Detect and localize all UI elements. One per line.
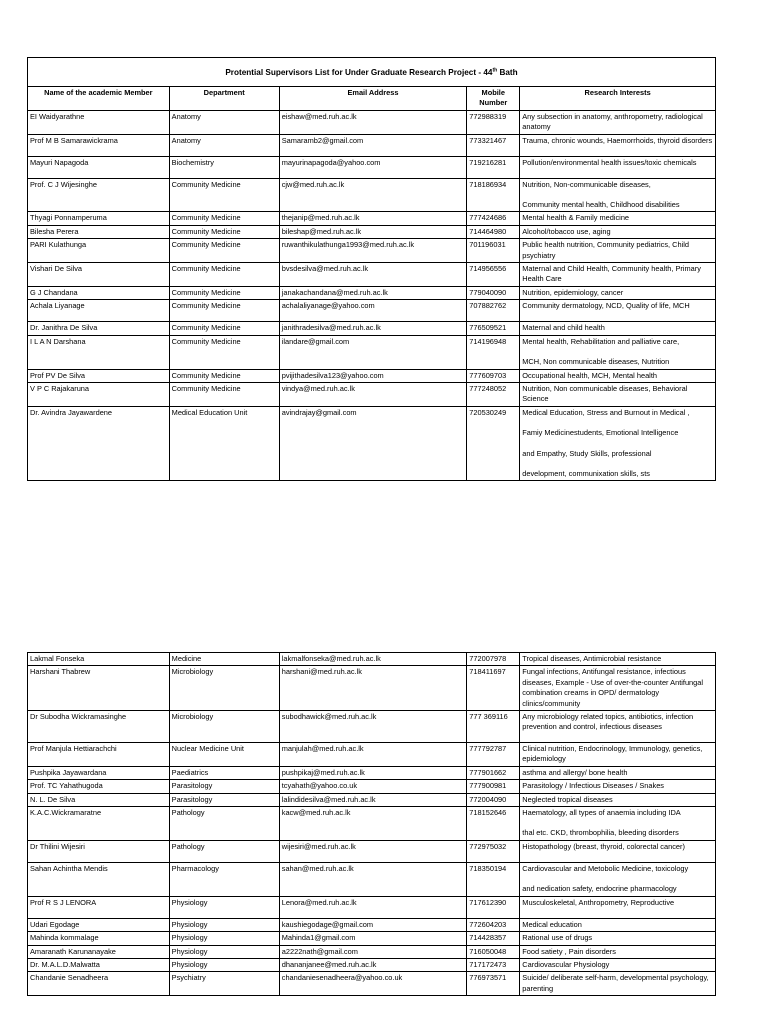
email-address: kaushiegodage@gmail.com [279,918,467,931]
mobile-number: 779040090 [467,286,520,299]
research-interests: Trauma, chronic wounds, Haemorrhoids, thyroid disorders [520,134,716,156]
table-row [28,225,716,238]
table-row [28,932,716,945]
supervisors-table-part-1 [27,57,716,481]
research-interests: Nutrition, epidemiology, cancer [520,286,716,299]
table-row [28,840,716,862]
department: Physiology [169,896,279,918]
research-interests [520,807,716,841]
department: Community Medicine [169,300,279,322]
table-row [28,862,716,896]
research-interests: Alcohol/tobacco use, aging [520,225,716,238]
mobile-number: 718350194 [467,862,520,896]
email-address: subodhawick@med.ruh.ac.lk [279,711,467,743]
table-row [28,300,716,322]
member-name: Dr. M.A.L.D.Malwatta [28,958,170,971]
mobile-number: 777792787 [467,743,520,767]
table-row [28,335,716,369]
member-name: Chandanie Senadheera [28,972,170,996]
research-interests-line: Cardiovascular and Metobolic Medicine, toxicology [522,863,689,873]
mobile-number: 717172473 [467,958,520,971]
mobile-number: 777900981 [467,780,520,793]
email-address: achalaliyanage@yahoo.com [279,300,467,322]
member-name: Prof. C J Wijesinghe [28,178,170,212]
table-row [28,793,716,806]
member-name: Achala Liyanage [28,300,170,322]
email-address: tcyahath@yahoo.co.uk [279,780,467,793]
email-address: eishaw@med.ruh.ac.lk [279,110,467,134]
table-row [28,286,716,299]
table-row [28,239,716,263]
department: Physiology [169,932,279,945]
supervisors-table-part-2 [27,652,716,996]
mobile-number: 772004090 [467,793,520,806]
research-interests [520,406,716,481]
header-department: Department [169,87,279,111]
email-address: mayurinapagoda@yahoo.com [279,156,467,178]
member-name: I L A N Darshana [28,335,170,369]
mobile-number: 772975032 [467,840,520,862]
email-address: a2222nath@gmail.com [279,945,467,958]
department: Microbiology [169,711,279,743]
research-interests: Clinical nutrition, Endocrinology, Immunology, genetics, epidemiology [520,743,716,767]
table-row [28,156,716,178]
research-interests: Pollution/environmental health issues/toxic chemicals [520,156,716,178]
research-interests: Parasitology / Infectious Diseases / Snakes [520,780,716,793]
email-address: avindrajay@gmail.com [279,406,467,481]
research-interests: Public health nutrition, Community pediatrics, Child psychiatry [520,239,716,263]
table-row [28,666,716,711]
table-row [28,972,716,996]
mobile-number: 772988319 [467,110,520,134]
department: Physiology [169,918,279,931]
member-name: Lakmal Fonseka [28,653,170,666]
email-address: bvsdesilva@med.ruh.ac.lk [279,263,467,287]
research-interests-line: Community mental health, Childhood disabilities [522,200,680,210]
department: Nuclear Medicine Unit [169,743,279,767]
research-interests: Community dermatology, NCD, Quality of life, MCH [520,300,716,322]
mobile-number: 720530249 [467,406,520,481]
member-name: Udari Egodage [28,918,170,931]
mobile-number: 776509521 [467,322,520,335]
mobile-number: 772604203 [467,918,520,931]
mobile-number: 777901662 [467,766,520,779]
table-row [28,406,716,481]
member-name: Prof M B Samarawickrama [28,134,170,156]
table-row [28,766,716,779]
table-row [28,134,716,156]
member-name: Mayuri Napagoda [28,156,170,178]
department: Community Medicine [169,335,279,369]
research-interests-line: Famiy Medicinestudents, Emotional Intelligence [522,428,679,438]
research-interests-line: Haematology, all types of anaemia including IDA [522,808,681,818]
department: Physiology [169,958,279,971]
email-address: lakmalfonseka@med.ruh.ac.lk [279,653,467,666]
department: Community Medicine [169,322,279,335]
mobile-number: 777248052 [467,382,520,406]
mobile-number: 714956556 [467,263,520,287]
research-interests-line: Mental health, Rehabilitation and palliative care, [522,336,680,346]
table-row [28,780,716,793]
member-name: Dr Thilini Wijesiri [28,840,170,862]
research-interests: Maternal and child health [520,322,716,335]
email-address: pvijithadesilva123@yahoo.com [279,369,467,382]
table-row [28,918,716,931]
research-interests-line: MCH, Non communicable diseases, Nutrition [522,357,670,367]
member-name: PARI Kulathunga [28,239,170,263]
email-address: Samaramb2@gmail.com [279,134,467,156]
member-name: Bilesha Perera [28,225,170,238]
department: Medical Education Unit [169,406,279,481]
research-interests-line: Nutrition, Non-communicable diseases, [522,179,651,189]
header-mobile: Mobile Number [467,87,520,111]
member-name: Pushpika Jayawardana [28,766,170,779]
table-row [28,212,716,225]
table-row [28,807,716,841]
member-name: Harshani Thabrew [28,666,170,711]
research-interests: Any subsection in anatomy, anthropometry, radiological anatomy [520,110,716,134]
mobile-number: 707882762 [467,300,520,322]
email-address: Mahinda1@gmail.com [279,932,467,945]
mobile-number: 714464980 [467,225,520,238]
department: Parasitology [169,793,279,806]
research-interests: Fungal infections, Antifungal resistance, infectious diseases, Example - Use of over-the-counter Antifungal combination creams in OPD/ dermatology clinics/community [520,666,716,711]
department: Pathology [169,840,279,862]
member-name: Dr Subodha Wickramasinghe [28,711,170,743]
table-row [28,263,716,287]
table-row [28,653,716,666]
research-interests: Mental health & Family medicine [520,212,716,225]
mobile-number: 717612390 [467,896,520,918]
department: Community Medicine [169,178,279,212]
member-name: Thyagi Ponnamperuma [28,212,170,225]
mobile-number: 714196948 [467,335,520,369]
research-interests-line: and Empathy, Study Skills, professional [522,448,652,458]
member-name: G J Chandana [28,286,170,299]
research-interests [520,335,716,369]
research-interests: Medical education [520,918,716,931]
research-interests: Rational use of drugs [520,932,716,945]
department: Parasitology [169,780,279,793]
mobile-number: 777 369116 [467,711,520,743]
member-name: N. L. De Silva [28,793,170,806]
research-interests-line: Medical Education, Stress and Burnout in Medical , [522,407,690,417]
email-address: cjw@med.ruh.ac.lk [279,178,467,212]
department: Community Medicine [169,212,279,225]
research-interests: Food satiety , Pain disorders [520,945,716,958]
department: Community Medicine [169,239,279,263]
research-interests: Tropical diseases, Antimicrobial resistance [520,653,716,666]
member-name: Prof PV De Silva [28,369,170,382]
table-row [28,382,716,406]
header-email: Email Address [279,87,467,111]
research-interests: Suicide/ deliberate self-harm, developmental psychology, parenting [520,972,716,996]
member-name: Mahinda kommalage [28,932,170,945]
member-name: Prof Manjula Hettiarachchi [28,743,170,767]
table-row [28,322,716,335]
mobile-number: 776973571 [467,972,520,996]
research-interests: Maternal and Child Health, Community health, Primary Health Care [520,263,716,287]
member-name: K.A.C.Wickramaratne [28,807,170,841]
table-row [28,178,716,212]
department: Pathology [169,807,279,841]
mobile-number: 773321467 [467,134,520,156]
department: Community Medicine [169,286,279,299]
member-name: Prof R S J LENORA [28,896,170,918]
member-name: Amaranath Karunanayake [28,945,170,958]
research-interests: Musculoskeletal, Anthropometry, Reproductive [520,896,716,918]
member-name: Prof. TC Yahathugoda [28,780,170,793]
department: Community Medicine [169,263,279,287]
table-row [28,958,716,971]
table-row [28,369,716,382]
document-title: Protential Supervisors List for Under Graduate Research Project - 44th Bath [28,58,716,87]
research-interests-line: thal etc. CKD, thrombophilia, bleeding disorders [522,828,679,838]
mobile-number: 716050048 [467,945,520,958]
member-name: Dr. Janithra De Silva [28,322,170,335]
mobile-number: 777424686 [467,212,520,225]
department: Community Medicine [169,369,279,382]
mobile-number: 718152646 [467,807,520,841]
research-interests: asthma and allergy/ bone health [520,766,716,779]
research-interests: Nutrition, Non communicable diseases, Behavioral Science [520,382,716,406]
department: Paediatrics [169,766,279,779]
table-row [28,896,716,918]
member-name: EI Waidyarathne [28,110,170,134]
research-interests: Cardiovascular Physiology [520,958,716,971]
table-row [28,711,716,743]
email-address: pushpikaj@med.ruh.ac.lk [279,766,467,779]
email-address: janakachandana@med.ruh.ac.lk [279,286,467,299]
research-interests: Occupational health, MCH, Mental health [520,369,716,382]
research-interests: Histopathology (breast, thyroid, colorectal cancer) [520,840,716,862]
mobile-number: 701196031 [467,239,520,263]
member-name: V P C Rajakaruna [28,382,170,406]
department: Anatomy [169,110,279,134]
table-header-row [28,87,716,111]
email-address: bileshap@med.ruh.ac.lk [279,225,467,238]
header-name: Name of the academic Member [28,87,170,111]
research-interests [520,862,716,896]
table-row [28,945,716,958]
member-name: Sahan Achintha Mendis [28,862,170,896]
department: Microbiology [169,666,279,711]
department: Pharmacology [169,862,279,896]
mobile-number: 719216281 [467,156,520,178]
department: Physiology [169,945,279,958]
email-address: janithradesilva@med.ruh.ac.lk [279,322,467,335]
email-address: chandaniesenadheera@yahoo.co.uk [279,972,467,996]
mobile-number: 777609703 [467,369,520,382]
email-address: dhananjanee@med.ruh.ac.lk [279,958,467,971]
mobile-number: 714428357 [467,932,520,945]
mobile-number: 718411697 [467,666,520,711]
department: Biochemistry [169,156,279,178]
department: Psychiatry [169,972,279,996]
email-address: manjulah@med.ruh.ac.lk [279,743,467,767]
email-address: harshani@med.ruh.ac.lk [279,666,467,711]
research-interests [520,178,716,212]
department: Anatomy [169,134,279,156]
email-address: ilandare@gmail.com [279,335,467,369]
department: Community Medicine [169,382,279,406]
department: Community Medicine [169,225,279,238]
department: Medicine [169,653,279,666]
research-interests: Neglected tropical diseases [520,793,716,806]
header-interests: Research Interests [520,87,716,111]
email-address: vindya@med.ruh.ac.lk [279,382,467,406]
email-address: lalindidesilva@med.ruh.ac.lk [279,793,467,806]
member-name: Vishari De Silva [28,263,170,287]
table-row [28,743,716,767]
email-address: ruwanthikulathunga1993@med.ruh.ac.lk [279,239,467,263]
mobile-number: 772007978 [467,653,520,666]
research-interests-line: and nedication safety, endocrine pharmacology [522,884,677,894]
email-address: Lenora@med.ruh.ac.lk [279,896,467,918]
email-address: thejanip@med.ruh.ac.lk [279,212,467,225]
research-interests: Any microbiology related topics, antibiotics, infection prevention and control, infectious diseases [520,711,716,743]
email-address: wijesiri@med.ruh.ac.lk [279,840,467,862]
mobile-number: 718186934 [467,178,520,212]
email-address: kacw@med.ruh.ac.lk [279,807,467,841]
email-address: sahan@med.ruh.ac.lk [279,862,467,896]
member-name: Dr. Avindra Jayawardene [28,406,170,481]
research-interests-line: development, communixation skills, sts [522,468,650,478]
table-row [28,110,716,134]
